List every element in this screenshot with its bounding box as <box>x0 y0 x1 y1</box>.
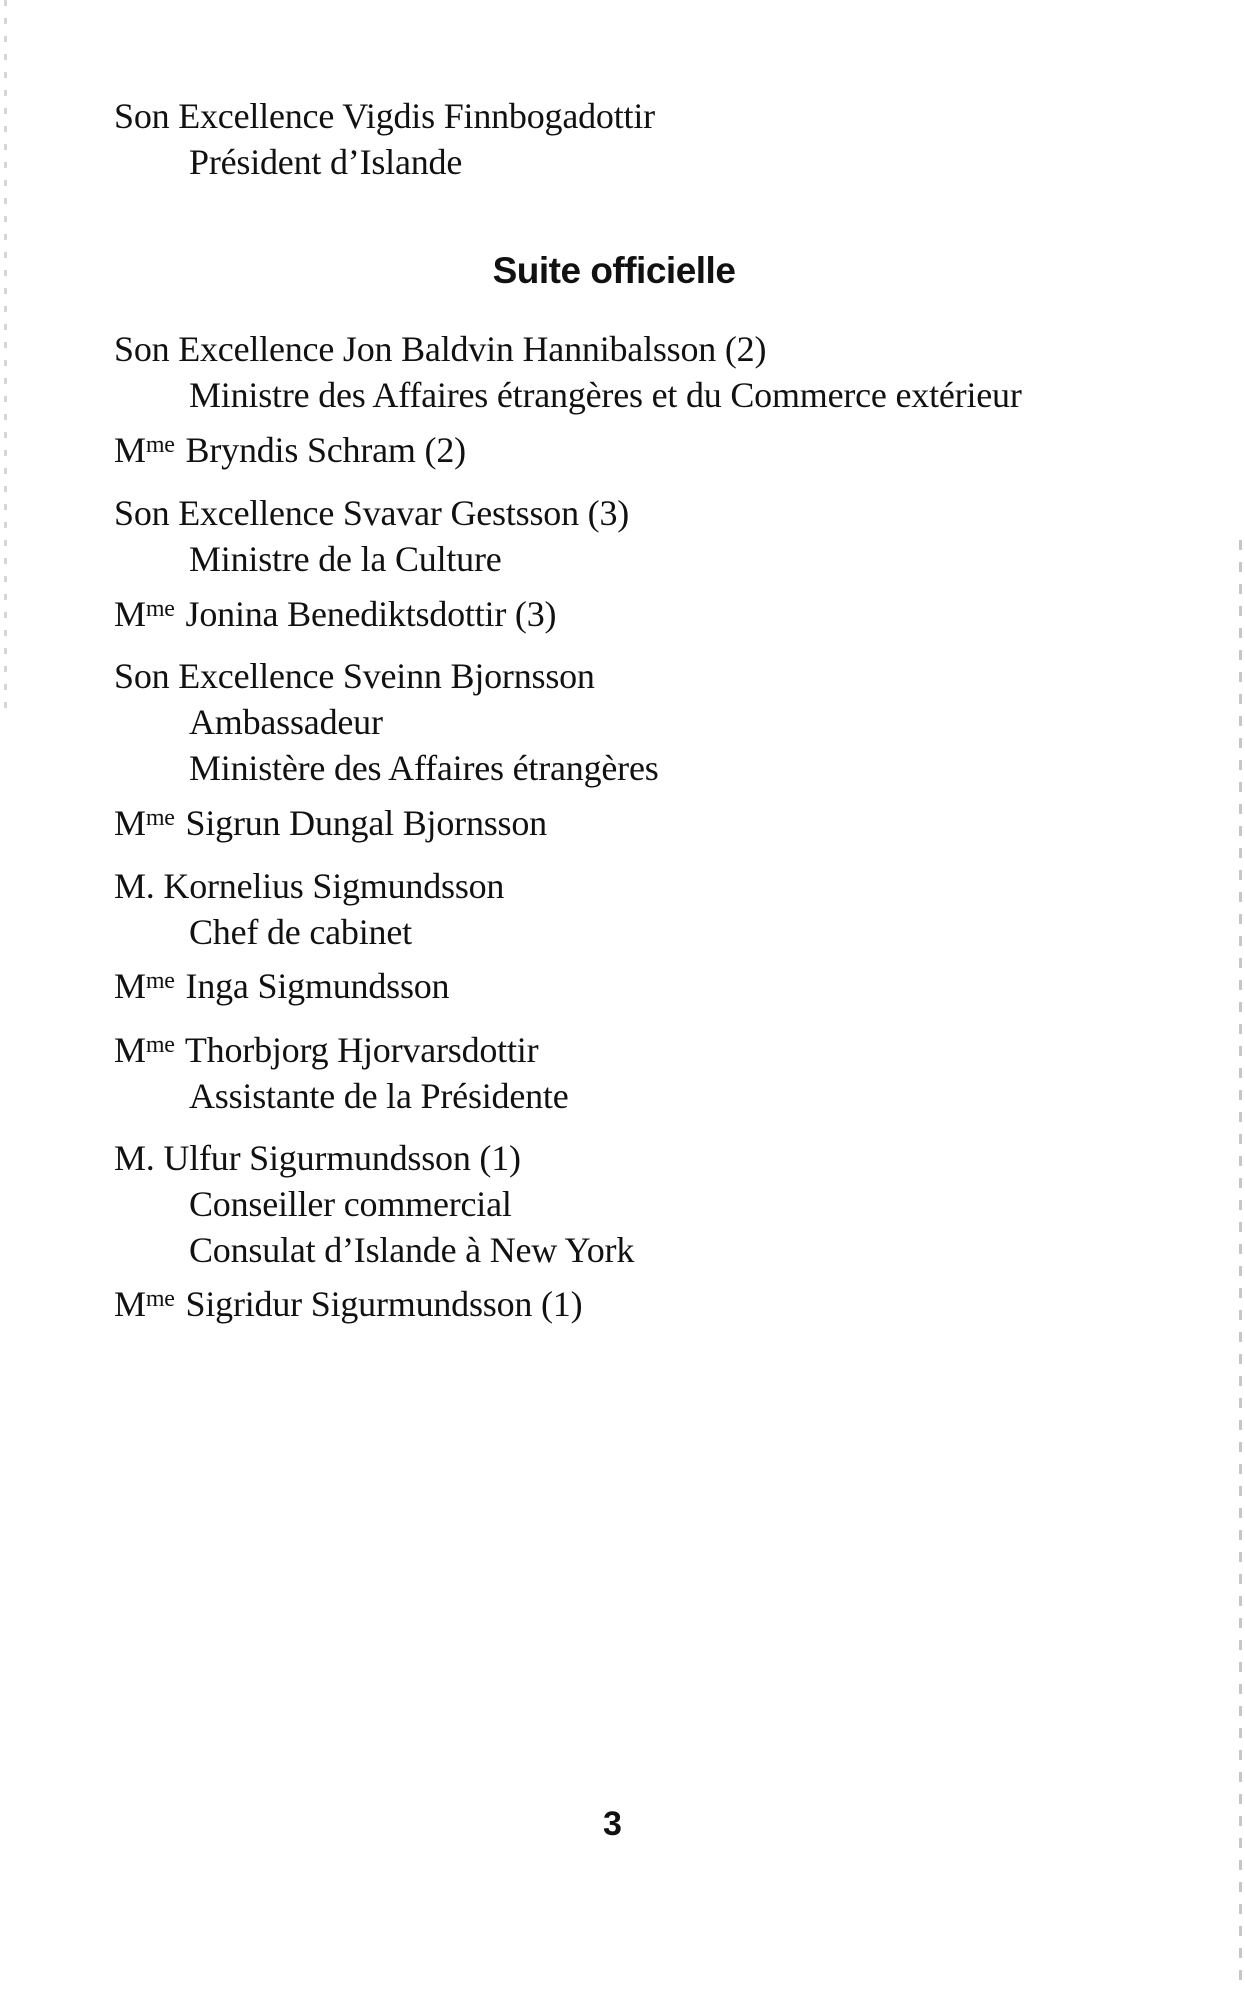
entry <box>114 863 1194 955</box>
entry-prefix-sup: me <box>145 1032 175 1058</box>
entry-name: M. Kornelius Sigmundsson <box>114 866 505 906</box>
head-of-state-entry <box>114 93 1194 185</box>
entry <box>114 800 1194 846</box>
entry-prefix: M <box>114 966 146 1006</box>
entry-detail: Ministre des Affaires étrangères et du Commerce extérieur <box>189 375 1022 415</box>
entry-detail: Chef de cabinet <box>189 912 412 952</box>
entry-name: Sigridur Sigurmundsson (1) <box>185 1284 583 1324</box>
scan-edge-right <box>1239 540 1242 1980</box>
section-title: Suite officielle <box>492 250 736 291</box>
entry-name-line <box>114 1027 1194 1073</box>
entry-name: Son Excellence Svavar Gestsson (3) <box>114 493 630 533</box>
entry-detail: Ministre de la Culture <box>189 539 502 579</box>
entry-name: Son Excellence Sveinn Bjornsson <box>114 656 595 696</box>
entry-prefix-sup: me <box>145 1286 175 1312</box>
entry-prefix: M <box>114 1030 146 1070</box>
entry-name-line <box>114 591 1194 637</box>
entry <box>114 490 1194 582</box>
entry <box>114 326 1194 418</box>
entry-name-line <box>114 963 1194 1009</box>
entry-name-line <box>114 800 1194 846</box>
entry-name: M. Ulfur Sigurmundsson (1) <box>114 1138 521 1178</box>
scan-edge-left <box>4 0 7 720</box>
entry-prefix-sup: me <box>145 596 175 622</box>
entry-name-line <box>114 427 1194 473</box>
head-of-state-title: Président d’Islande <box>189 142 463 182</box>
entry-name: Inga Sigmundsson <box>185 966 450 1006</box>
page-number: 3 <box>603 1805 622 1843</box>
entry-name: Jonina Benediktsdottir (3) <box>185 594 557 634</box>
entry <box>114 1027 1194 1119</box>
entry-prefix: M <box>114 430 146 470</box>
entry <box>114 427 1194 473</box>
entry <box>114 1281 1194 1327</box>
entry-detail: Ministère des Affaires étrangères <box>189 748 659 788</box>
entry-prefix-sup: me <box>145 432 175 458</box>
entry <box>114 653 1194 791</box>
entry-detail: Consulat d’Islande à New York <box>189 1230 635 1270</box>
entry-prefix: M <box>114 594 146 634</box>
entry-detail: Conseiller commercial <box>189 1184 512 1224</box>
entry-prefix: M <box>114 803 146 843</box>
entry-prefix-sup: me <box>145 968 175 994</box>
entry-prefix-sup: me <box>145 805 175 831</box>
entry-name: Sigrun Dungal Bjornsson <box>185 803 547 843</box>
entry-detail: Assistante de la Présidente <box>189 1076 569 1116</box>
entry <box>114 1135 1194 1273</box>
entry-name: Bryndis Schram (2) <box>185 430 466 470</box>
head-of-state-name: Son Excellence Vigdis Finnbogadottir <box>114 96 655 136</box>
entry-prefix: M <box>114 1284 146 1324</box>
entry <box>114 963 1194 1009</box>
entry <box>114 591 1194 637</box>
entry-name-line <box>114 1281 1194 1327</box>
entry-name: Son Excellence Jon Baldvin Hannibalsson (2) <box>114 329 767 369</box>
entry-detail: Ambassadeur <box>189 702 383 742</box>
entry-name: Thorbjorg Hjorvarsdottir <box>184 1030 539 1070</box>
